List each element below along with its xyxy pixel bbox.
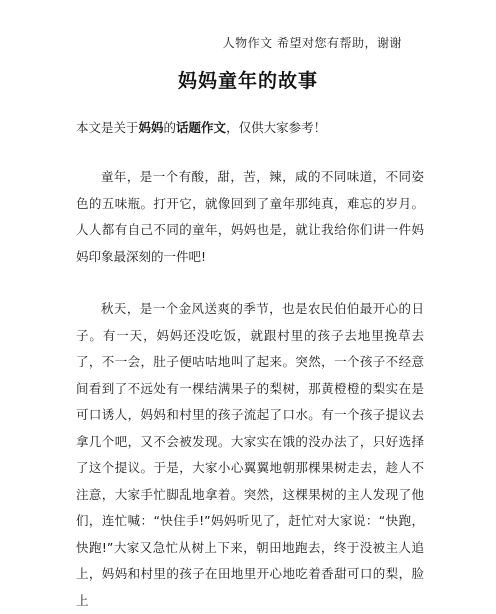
paragraph-autumn-story: 秋天，是一个金风送爽的季节，也是农民伯伯最开心的日子。有一天，妈妈还没吃饭，就跟村里的孩子去地里挽草去了，不一会，肚子便咕咕地叫了起来。突然，一个孩子不经意间看到了不远处有一棵结满果子的梨树，那黄橙橙的梨实在是可口诱人，妈妈和村里的孩子流起了口水。有一个孩子提议去拿几个吧，又不会被发现。大家实在饿的没办法了，只好选择了这个提议。于是，大家小心翼翼地朝那棵果树走去，趁人不注意，大家手忙脚乱地拿着。突然，这棵果树的主人发现了他们，连忙喊：“快住手!”妈妈听见了，赶忙对大家说：“快跑，快跑!”大家又急忙从树上下来，朝田地跑去，终于没被主人追上，妈妈和村里的孩子在田地里开心地吃着香甜可口的梨，脸上 [76,301,424,608]
paragraph-childhood: 童年，是一个有酸，甜，苦，辣，咸的不同味道，不同姿色的五味瓶。打开它，就像回到了童年那纯真，难忘的岁月。人人都有自己不同的童年，妈妈也是，就让我给你们讲一件妈妈印象最深刻的一件吧! [76,169,424,264]
header-note: 人物作文 希望对您有帮助，谢谢 [222,36,402,50]
intro-keyword-mom: 妈妈 [138,120,164,135]
page-title: 妈妈童年的故事 [177,70,318,92]
intro-suffix: ，仅供大家参考！ [226,120,327,135]
intro-middle: 的 [163,120,177,135]
intro-prefix: 本文是关于 [76,120,139,135]
intro-line [76,118,326,136]
intro-keyword-topic: 话题作文 [176,120,227,135]
